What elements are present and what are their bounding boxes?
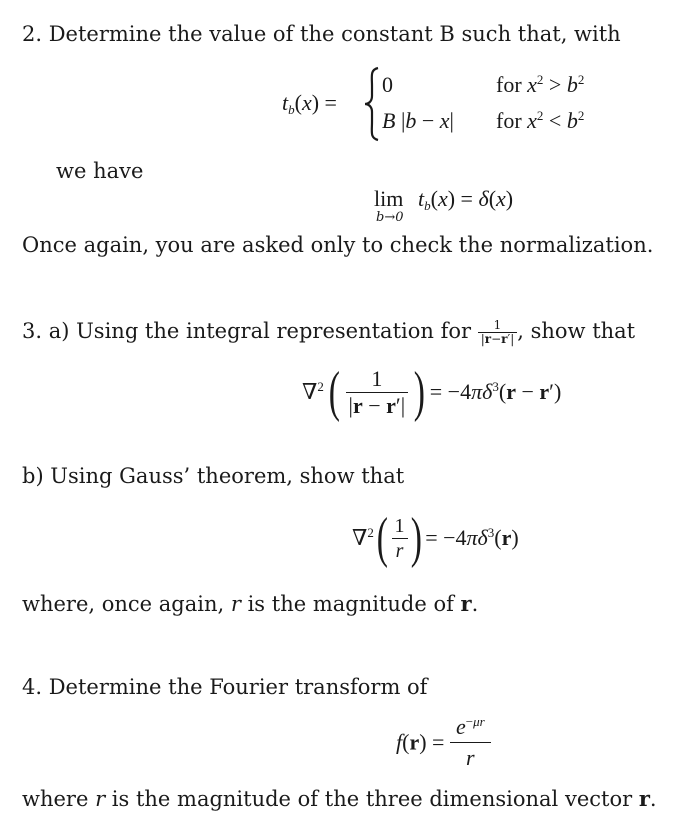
we-have-text: we have [56,159,144,183]
piecewise-brace [362,66,382,146]
problem-2-note: Once again, you are asked only to check the normalization. [22,233,654,257]
problem-4-note: where r is the magnitude of the three dimensional vector r. [22,786,657,811]
problem-3b-note: where, once again, r is the magnitude of r. [22,591,479,616]
fraction-1-over-r: $\frac{1}{r}$ [392,514,408,563]
inline-fraction: $\frac{1}{|r-r'|}$ [478,319,518,346]
problem-2-intro: 2. Determine the value of the constant B such that, with [22,22,621,46]
case-1-condition: for $x^2 > b^2$ [496,72,585,97]
problem-3b-intro: b) Using Gauss’ theorem, show that [22,464,405,488]
fraction-1-over-r-minus-rprime: $\frac{1}{|r - r'|}$ [346,366,409,419]
problem-4-intro: 4. Determine the Fourier transform of [22,675,428,699]
problem-3a-equation: ∇$^2$ ( $\frac{1}{|r - r'|}$ ) = $-4\pi\delta^3(r - r')$ [302,361,562,423]
fraction-exp-over-r: $\frac{e^{-\mu r}}{r}$ [450,712,491,773]
limit-operator: lim [374,186,404,211]
piecewise-lhs: $t_b(x)$ = [282,90,337,117]
limit-subscript: b→0 [376,210,404,225]
problem-3a-intro: 3. a) Using the integral representation for $\frac{1}{|r-r'|}$ , show that [22,318,636,346]
problem-4-equation: f(r) = $\frac{e^{-\mu r}}{r}$ [396,712,491,773]
case-2-condition: for $x^2 < b^2$ [496,108,585,133]
problem-3b-equation: ∇$^2$ ( $\frac{1}{r}$ ) = $-4\pi\delta^3(r)$ [352,507,519,569]
case-2-value: B |b − x| [382,108,454,133]
case-1-value: 0 [382,72,393,97]
limit-rhs: $t_b(x) = \delta(x)$ [418,186,514,213]
piecewise-definition [282,66,622,142]
